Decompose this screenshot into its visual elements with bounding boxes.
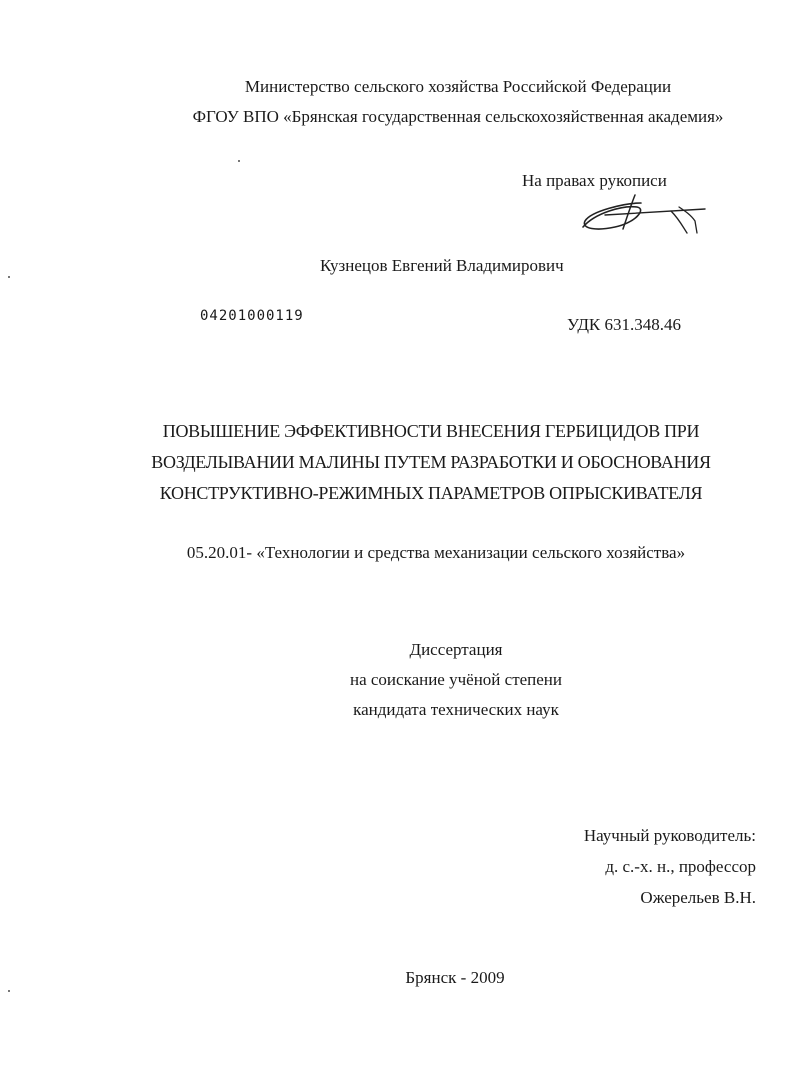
degree-line: на соискание учёной степени [349,670,563,689]
degree-block [0,635,792,725]
manuscript-note: На правах рукописи [522,171,667,190]
degree-line: Диссертация [409,640,503,659]
supervisor-line: д. с.-х. н., профессор [605,857,756,876]
scan-speck [8,276,10,278]
specialty-code: 05.20.01- «Технологии и средства механизации сельского хозяйства» [186,543,686,562]
title-line: ВОЗДЕЛЫВАНИИ МАЛИНЫ ПУТЕМ РАЗРАБОТКИ И ОБОСНОВАНИЯ [151,452,711,472]
city-year: Брянск - 2009 [405,968,505,987]
supervisor-line: Научный руководитель: [583,826,756,845]
registration-number: 04201000119 [200,308,304,324]
supervisor-block [520,820,756,913]
title-line: КОНСТРУКТИВНО-РЕЖИМНЫХ ПАРАМЕТРОВ ОПРЫСКИВАТЕЛЯ [159,483,703,503]
supervisor-line: Ожерельев В.Н. [640,888,756,907]
ministry-name: Министерство сельского хозяйства Российской Федерации [244,77,672,96]
scan-speck [8,990,10,992]
degree-line: кандидата технических наук [353,700,559,719]
title-line: ПОВЫШЕНИЕ ЭФФЕКТИВНОСТИ ВНЕСЕНИЯ ГЕРБИЦИДОВ ПРИ [162,421,700,441]
academy-name: ФГОУ ВПО «Брянская государственная сельскохозяйственная академия» [192,107,724,126]
author-name: Кузнецов Евгений Владимирович [320,256,564,275]
scan-speck [238,160,240,162]
handwritten-signature [575,193,715,241]
dissertation-title [0,416,792,509]
udk-code: УДК 631.348.46 [567,315,682,334]
